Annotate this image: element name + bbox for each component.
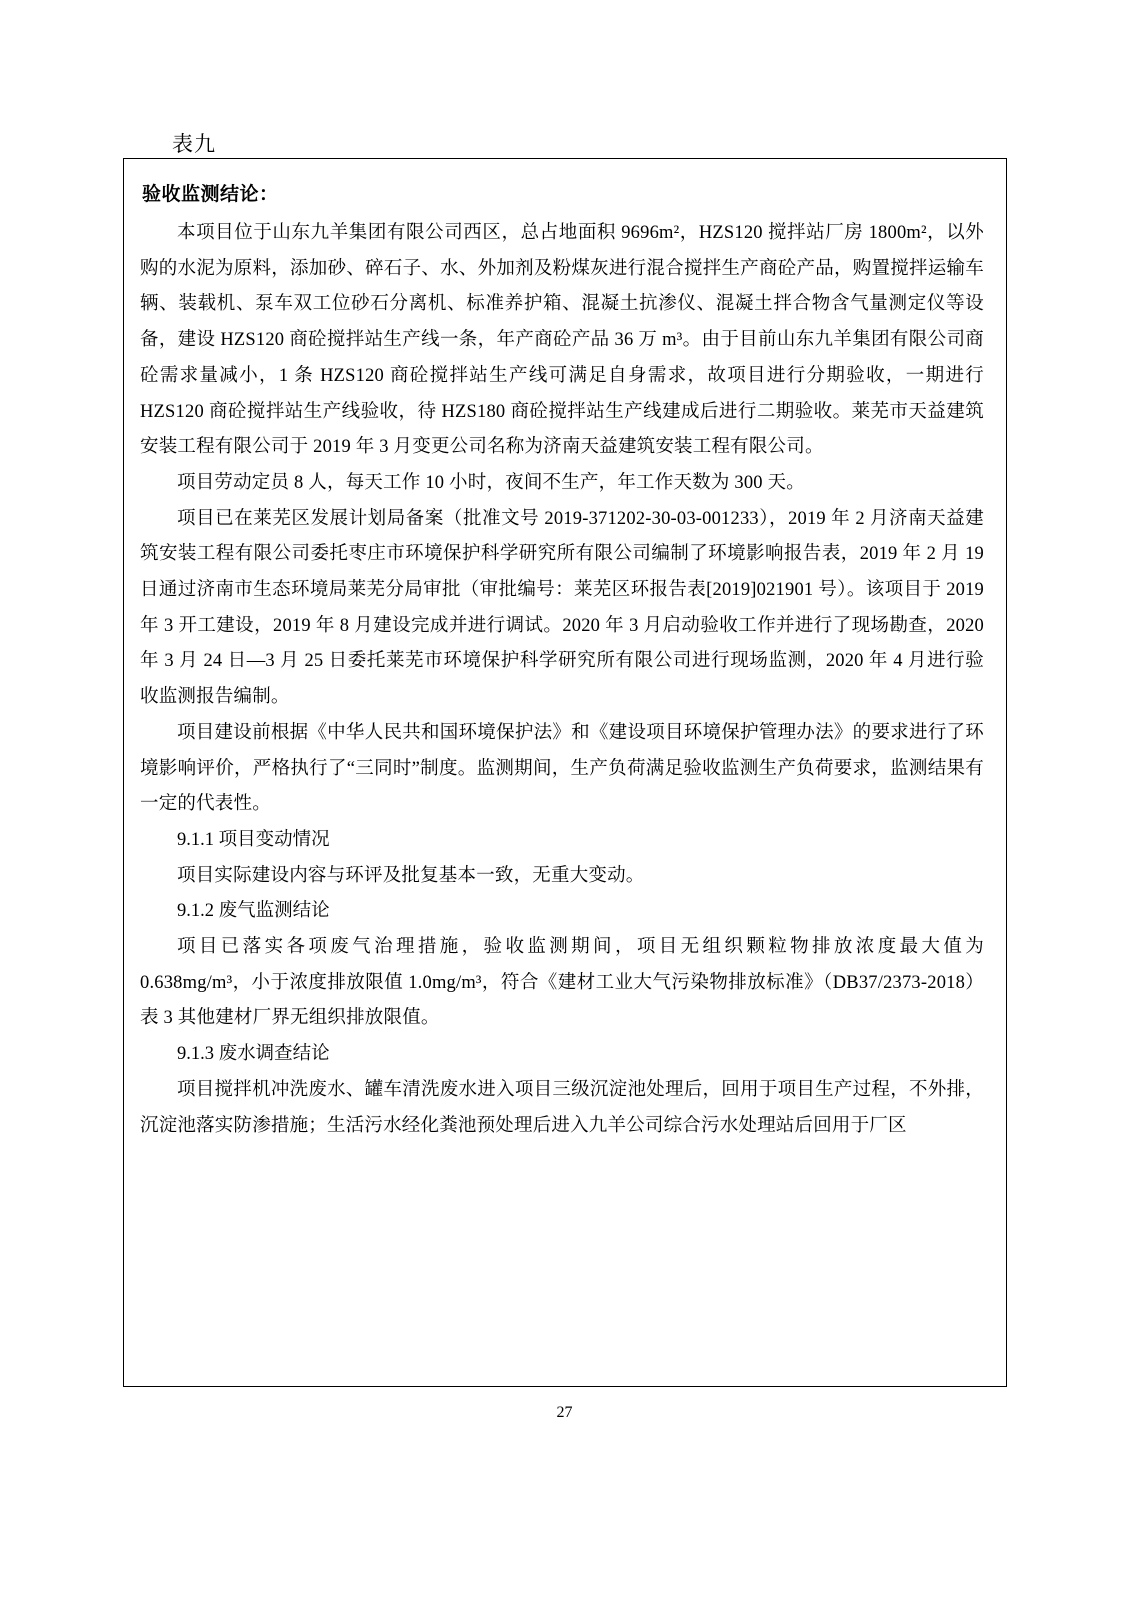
subsection-heading-9-1-3: 9.1.3 废水调查结论 [177, 1044, 330, 1065]
subsection-heading-9-1-1: 9.1.1 项目变动情况 [177, 829, 330, 850]
paragraph-eia-compliance: 项目建设前根据《中华人民共和国环境保护法》和《建设项目环境保护管理办法》的要求进行了环境影响评价，严格执行了“三同时”制度。监测期间，生产负荷满足验收监测生产负荷要求，监测结果有一定的代表性。 [140, 722, 984, 815]
content-box [123, 158, 1007, 1387]
subsection-heading-9-1-2: 9.1.2 废气监测结论 [177, 901, 330, 922]
subsection-body-9-1-2: 项目已落实各项废气治理措施，验收监测期间，项目无组织颗粒物排放浓度最大值为 0.638mg/m³，小于浓度排放限值 1.0mg/m³，符合《建材工业大气污染物排放标准》（DB37/2373-2018）表 3 其他建材厂界无组织排放限值。 [140, 937, 984, 1029]
subsection-body-9-1-1: 项目实际建设内容与环评及批复基本一致，无重大变动。 [177, 865, 645, 886]
section-title: 验收监测结论： [142, 184, 279, 205]
paragraph-project-overview: 本项目位于山东九羊集团有限公司西区，总占地面积 9696m²，HZS120 搅拌站厂房 1800m²，以外购的水泥为原料，添加砂、碎石子、水、外加剂及粉煤灰进行混合搅拌生产商砼产品，购置搅拌运输车辆、装载机、泵车双工位砂石分离机、标准养护箱、混凝土抗渗仪、混凝土拌合物含气量测定仪等设备，建设 HZS120 商砼搅拌站生产线一条，年产商砼产品 36 万 m³。由于目前山东九羊集团有限公司商砼需求量减小，1 条 HZS120 商砼搅拌站生产线可满足自身需求，故项目进行分期验收，一期进行 HZS120 商砼搅拌站生产线验收，待 HZS180 商砼搅拌站生产线建成后进行二期验收。莱芜市天益建筑安装工程有限公司于 2019 年 3 月变更公司名称为济南天益建筑安装工程有限公司。 [140, 223, 984, 458]
paragraph-filing-history: 项目已在莱芜区发展计划局备案（批准文号 2019-371202-30-03-001233），2019 年 2 月济南天益建筑安装工程有限公司委托枣庄市环境保护科学研究所有限公司编制了环境影响报告表，2019 年 2 月 19 日通过济南市生态环境局莱芜分局审批（审批编号：莱芜区环报告表[2019]021901 号）。该项目于 2019 年 3 开工建设，2019 年 8 月建设完成并进行调试。2020 年 3 月启动验收工作并进行了现场勘查，2020 年 3 月 24 日—3 月 25 日委托莱芜市环境保护科学研究所有限公司进行现场监测，2020 年 4 月进行验收监测报告编制。 [140, 508, 984, 708]
page-number: 27 [556, 1404, 573, 1421]
subsection-body-9-1-3: 项目搅拌机冲洗废水、罐车清洗废水进入项目三级沉淀池处理后，回用于项目生产过程，不外排，沉淀池落实防渗措施；生活污水经化粪池预处理后进入九羊公司综合污水处理站后回用于厂区 [140, 1079, 984, 1136]
table-label: 表九 [172, 132, 216, 156]
paragraph-staffing: 项目劳动定员 8 人，每天工作 10 小时，夜间不生产，年工作天数为 300 天。 [177, 472, 805, 493]
